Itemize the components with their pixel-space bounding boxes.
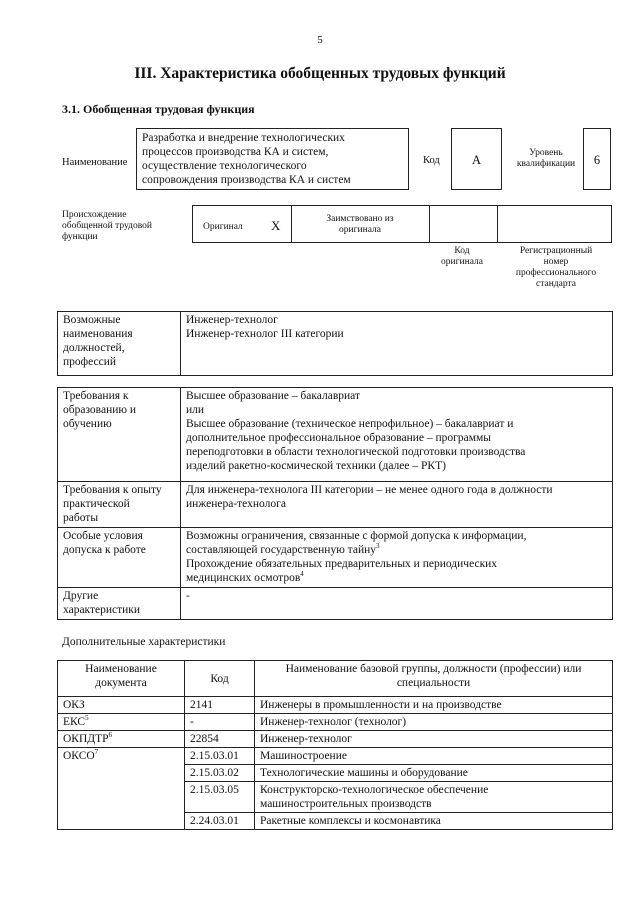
header-doc — [58, 661, 185, 697]
education-label-line: Требования к — [63, 390, 129, 402]
level-value-box — [583, 128, 611, 190]
positions-label-line: наименования — [63, 328, 133, 340]
positions-label-line: профессий — [63, 356, 117, 368]
admission-value-cell — [181, 528, 613, 588]
name-cell: Инженеры в промышленности и на производстве — [255, 697, 613, 714]
doc-name: ОКСО — [63, 750, 95, 762]
doc-name: ОКЗ — [63, 699, 85, 711]
admission-value-line — [186, 571, 607, 585]
positions-value-cell — [181, 312, 613, 376]
experience-label-cell — [58, 482, 181, 528]
table-row — [58, 388, 613, 482]
original-mark: X — [271, 218, 281, 233]
education-value-line: Высшее образование – бакалавриат — [186, 390, 360, 402]
name-cell — [255, 782, 613, 813]
name-label: Наименование — [62, 157, 128, 168]
positions-value-line: Инженер-технолог — [186, 314, 278, 326]
education-label-cell — [58, 388, 181, 482]
reg-number-caption — [500, 246, 612, 290]
table-row — [58, 312, 613, 376]
reg-number-caption-line: Регистрационный — [519, 246, 593, 256]
name-cell: Инженер-технолог (технолог) — [255, 714, 613, 731]
table-row — [58, 528, 613, 588]
table-row — [58, 731, 613, 748]
other-label-cell — [58, 588, 181, 620]
additional-title: Дополнительные характеристики — [62, 636, 226, 648]
positions-table — [57, 311, 613, 376]
code-cell: 22854 — [185, 731, 255, 748]
code-cell: - — [185, 714, 255, 731]
borrowed-label-line: Заимствовано из — [326, 214, 394, 224]
level-label — [511, 148, 581, 170]
name-cell: Технологические машины и оборудование — [255, 765, 613, 782]
admission-label-line: Особые условия — [63, 530, 143, 542]
code-cell: 2141 — [185, 697, 255, 714]
reg-number-caption-line: профессионального — [515, 268, 597, 278]
name-cell: Машиностроение — [255, 748, 613, 765]
name-value-box — [136, 128, 409, 190]
code-value-box — [451, 128, 502, 190]
origin-label — [62, 210, 152, 243]
header-group-line: специальности — [396, 677, 471, 689]
code-cell: 2.15.03.05 — [185, 782, 255, 813]
doc-cell — [58, 748, 185, 830]
admission-value-line: Возможны ограничения, связанные с формой допуска к информации, — [186, 530, 527, 542]
code-cell: 2.24.03.01 — [185, 813, 255, 830]
other-value-cell — [181, 588, 613, 620]
experience-label-line: работы — [63, 512, 99, 524]
table-row — [58, 588, 613, 620]
table-row — [58, 714, 613, 731]
other-value-line: - — [186, 590, 190, 602]
positions-value-line: Инженер-технолог III категории — [186, 328, 344, 340]
table-row — [58, 748, 613, 765]
admission-label-line: допуска к работе — [63, 544, 146, 556]
admission-label-cell — [58, 528, 181, 588]
education-value-line: изделий ракетно-космической техники (далее – РКТ) — [186, 460, 446, 472]
reg-number-caption-line: номер — [543, 257, 569, 267]
experience-value-line: инженера-технолога — [186, 498, 286, 510]
education-label-line: образованию и — [63, 404, 136, 416]
footnote-ref: 3 — [376, 542, 380, 551]
doc-cell — [58, 731, 185, 748]
education-value-cell — [181, 388, 613, 482]
borrowed-label-line: оригинала — [339, 225, 381, 235]
experience-label-line: Требования к опыту — [63, 484, 162, 496]
education-value-line: дополнительное профессиональное образование – программы — [186, 432, 491, 444]
code-cell: 2.15.03.01 — [185, 748, 255, 765]
borrowed-label — [293, 214, 427, 236]
level-label-line: Уровень — [529, 148, 563, 158]
reg-number-caption-line: стандарта — [536, 279, 576, 289]
subsection-title: 3.1. Обобщенная трудовая функция — [62, 102, 255, 116]
positions-label-cell — [58, 312, 181, 376]
education-value-line: переподготовки в области технологической подготовки производства — [186, 446, 526, 458]
other-label-line: характеристики — [63, 604, 141, 616]
name-value-line: осуществление технологического — [142, 160, 307, 172]
other-label-line: Другие — [63, 590, 99, 602]
level-value: 6 — [593, 153, 601, 167]
original-label: Оригинал — [203, 222, 243, 232]
header-group-line: Наименование базовой группы, должности (профессии) или — [285, 663, 582, 675]
header-code: Код — [185, 661, 255, 697]
header-doc-line: Наименование — [85, 663, 157, 675]
experience-value-cell — [181, 482, 613, 528]
name-value-line: процессов производства КА и систем, — [142, 146, 329, 158]
admission-value-line: Прохождение обязательных предварительных и периодических — [186, 558, 498, 570]
doc-cell — [58, 697, 185, 714]
code-cell: 2.15.03.02 — [185, 765, 255, 782]
footnote-ref: 5 — [85, 714, 89, 723]
code-label: Код — [423, 155, 440, 166]
name-line: Конструкторско-технологическое обеспечение — [260, 784, 489, 796]
footnote-ref: 7 — [94, 748, 99, 757]
origin-label-line: обобщенной трудовой — [62, 221, 152, 231]
section-title: III. Характеристика обобщенных трудовых функций — [134, 65, 506, 82]
experience-value-line: Для инженера-технолога III категории – не менее одного года в должности — [186, 484, 553, 496]
origin-box — [192, 205, 612, 243]
education-value-line: или — [186, 404, 205, 416]
name-cell: Инженер-технолог — [255, 731, 613, 748]
level-label-line: квалификации — [516, 159, 576, 169]
name-value-line: Разработка и внедрение технологических — [142, 132, 345, 144]
table-header-row — [58, 661, 613, 697]
table-row — [58, 697, 613, 714]
doc-name: ЕКС — [63, 716, 86, 728]
origin-code-caption-line: оригинала — [441, 257, 483, 267]
header-doc-line: документа — [95, 677, 147, 689]
name-line: машиностроительных производств — [260, 798, 432, 810]
footnote-ref: 4 — [300, 570, 304, 579]
doc-cell — [58, 714, 185, 731]
doc-name: ОКПДТР — [63, 733, 109, 745]
requirements-table — [57, 387, 613, 620]
positions-label-line: должностей, — [63, 342, 125, 354]
origin-label-line: Происхождение — [62, 210, 127, 220]
origin-code-caption-line: Код — [454, 246, 470, 256]
additional-table — [57, 660, 613, 830]
admission-value-line — [186, 543, 607, 557]
origin-code-caption — [428, 246, 496, 268]
page-number: 5 — [317, 34, 323, 46]
admission-value-text: составляющей государственную тайну — [186, 544, 377, 556]
education-label-line: обучению — [63, 418, 112, 430]
header-group — [255, 661, 613, 697]
admission-value-text: медицинских осмотров — [186, 572, 301, 584]
code-value: A — [471, 153, 482, 167]
table-row — [58, 482, 613, 528]
footnote-ref: 6 — [108, 731, 113, 740]
education-value-line: Высшее образование (техническое непрофильное) – бакалавриат и — [186, 418, 514, 430]
experience-label-line: практической — [63, 498, 130, 510]
name-cell: Ракетные комплексы и космонавтика — [255, 813, 613, 830]
name-value-line: сопровождения производства КА и систем — [142, 174, 351, 186]
origin-label-line: функции — [62, 232, 98, 242]
positions-label-line: Возможные — [63, 314, 121, 326]
